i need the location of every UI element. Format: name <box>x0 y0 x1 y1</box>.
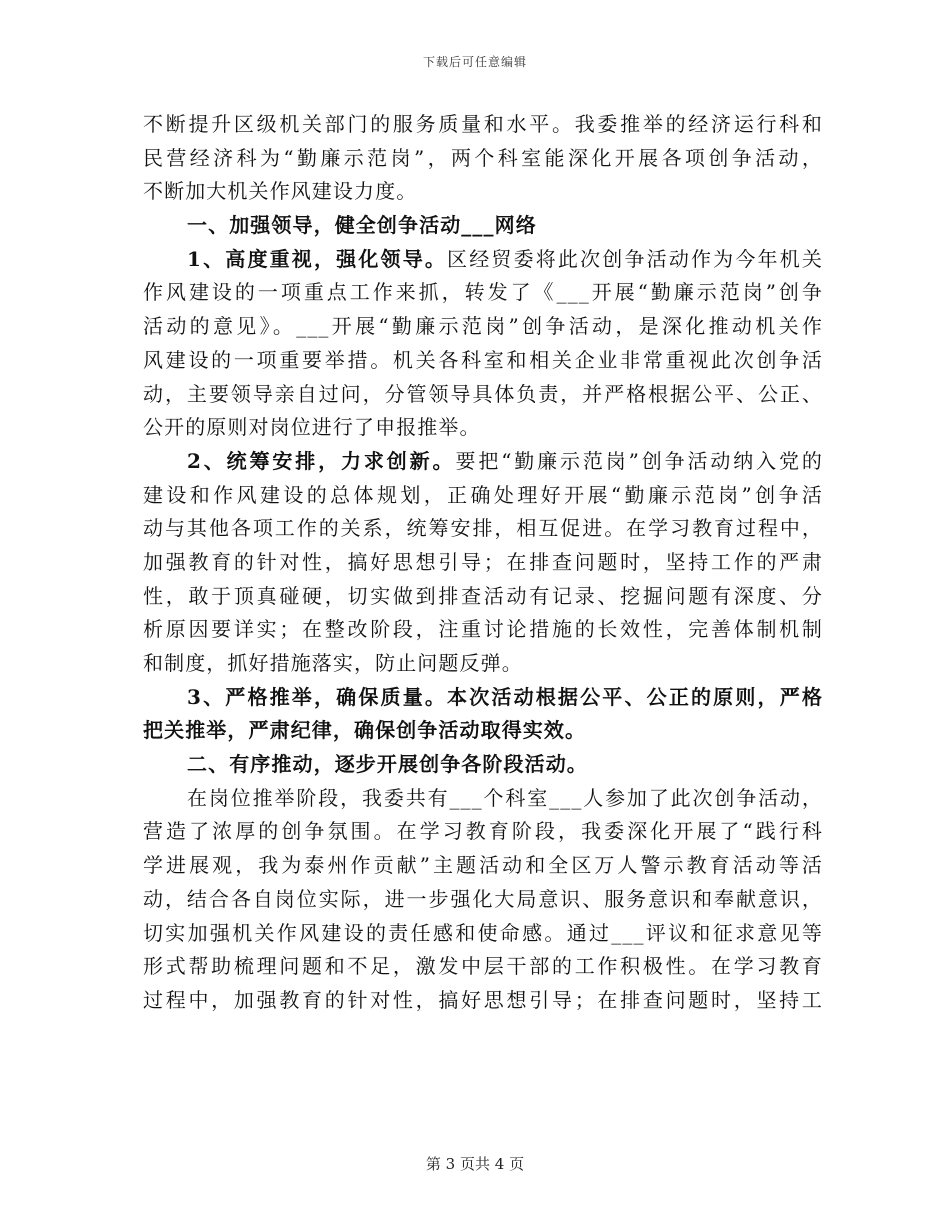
paragraph-line: 和制度，抓好措施落实，防止问题反弹。 <box>143 651 523 675</box>
paragraph-line: 活动的意见》。___开展“勤廉示范岗”创争活动，是深化推动机关作 <box>143 314 823 339</box>
paragraph-line: 性，敢于顶真碰硬，切实做到排查活动有记录、挖掘问题有深度、分 <box>143 583 823 608</box>
paragraph-text: 区经贸委将此次创争活动作为今年机关 <box>447 246 823 271</box>
paragraph-line: 析原因要详实；在整改阶段，注重讨论措施的长效性，完善体制机制 <box>143 617 823 642</box>
subheading-lead: 1、高度重视，强化领导。 <box>187 246 448 271</box>
paragraph-line-bold: 把关推举，严肃纪律，确保创争活动取得实效。 <box>143 718 587 743</box>
paragraph-line: 民营经济科为“勤廉示范岗”，两个科室能深化开展各项创争活动， <box>143 145 823 170</box>
paragraph-line: 营造了浓厚的创争氛围。在学习教育阶段，我委深化开展了“践行科 <box>143 819 823 844</box>
paragraph-line: 加强教育的针对性，搞好思想引导；在排查问题时，坚持工作的严肃 <box>143 549 823 574</box>
paragraph-line <box>143 445 823 479</box>
paragraph-line: 建设和作风建设的总体规划，正确处理好开展“勤廉示范岗”创争活 <box>143 482 823 507</box>
page-footer: 第 3 页共 4 页 <box>425 1155 525 1173</box>
page-header: 下载后可任意编辑 <box>422 55 527 69</box>
paragraph-line-bold: 3、严格推举，确保质量。本次活动根据公平、公正的原则，严格 <box>187 684 823 709</box>
paragraph-line: 切实加强机关作风建设的责任感和使命感。通过___评议和征求意见等 <box>143 920 823 945</box>
paragraph-line: 风建设的一项重要举措。机关各科室和相关企业非常重视此次创争活 <box>143 347 823 372</box>
paragraph-line: 动，结合各自岗位实际，进一步强化大局意识、服务意识和奉献意识， <box>143 886 823 911</box>
paragraph-line: 不断提升区级机关部门的服务质量和水平。我委推举的经济运行科和 <box>143 112 823 136</box>
paragraph-line: 过程中，加强教育的针对性，搞好思想引导；在排查问题时，坚持工 <box>143 987 823 1012</box>
paragraph-line: 公开的原则对岗位进行了申报推举。 <box>143 415 481 440</box>
subheading-lead: 2、统筹安排，力求创新。 <box>187 448 456 473</box>
paragraph-line: 不断加大机关作风建设力度。 <box>143 179 418 204</box>
paragraph-line: 在岗位推举阶段，我委共有___个科室___人参加了此次创争活动， <box>187 785 823 810</box>
section-heading-2: 二、有序推动，逐步开展创争各阶段活动。 <box>187 752 588 777</box>
document-body <box>143 108 823 1018</box>
paragraph-line: 学进展观，我为泰州作贡献”主题活动和全区万人警示教育活动等活 <box>143 853 823 878</box>
section-heading-1: 一、加强领导，健全创争活动___网络 <box>187 213 537 238</box>
paragraph-line: 动，主要领导亲自过问，分管领导具体负责，并严格根据公平、公正、 <box>143 381 823 406</box>
paragraph-text: 要把“勤廉示范岗”创争活动纳入党的 <box>455 448 823 473</box>
paragraph-line: 形式帮助梳理问题和不足，激发中层干部的工作积极性。在学习教育 <box>143 954 823 979</box>
paragraph-line: 动与其他各项工作的关系，统筹安排，相互促进。在学习教育过程中， <box>143 516 823 541</box>
paragraph-line <box>143 243 823 277</box>
paragraph-line: 作风建设的一项重点工作来抓，转发了《___开展“勤廉示范岗”创争 <box>143 280 823 305</box>
